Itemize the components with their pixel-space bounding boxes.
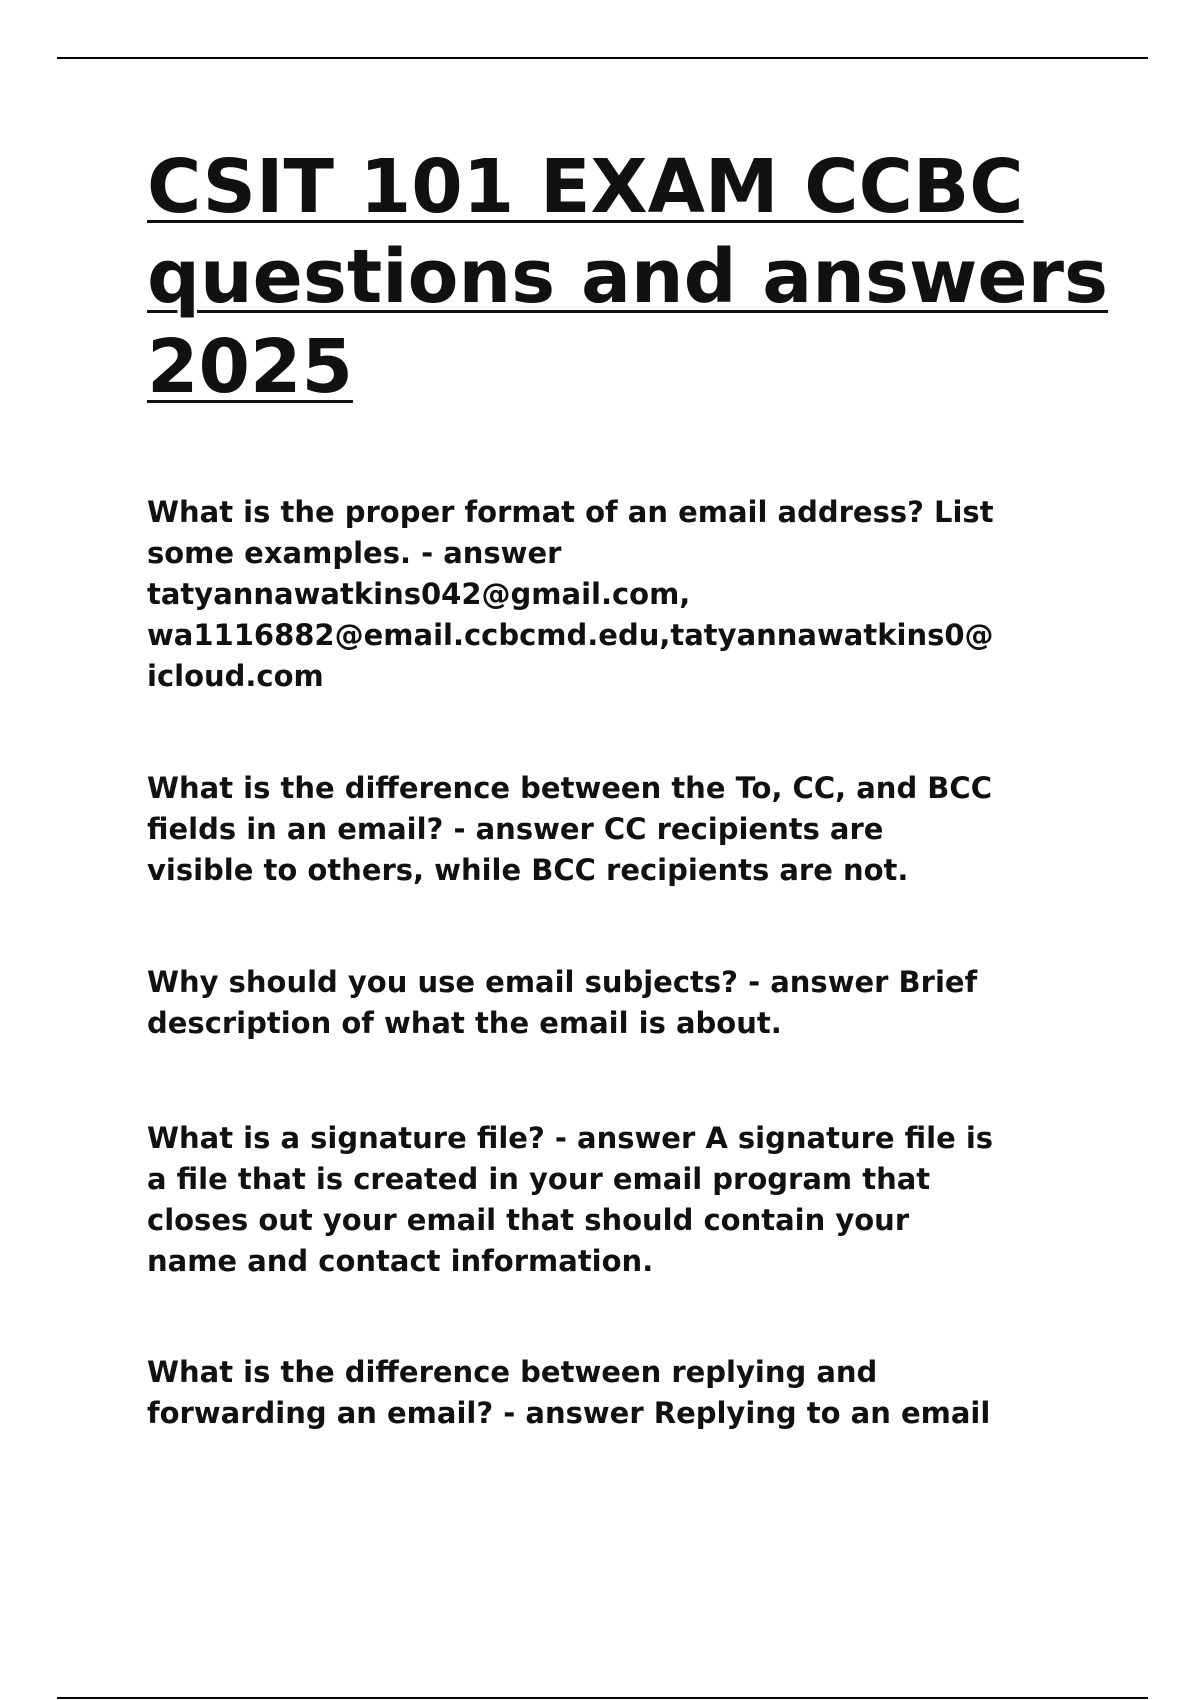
qa-item [147,1352,990,1434]
text-line: icloud.com [147,659,324,693]
text-line: Why should you use email subjects? - answer Brief [147,965,978,999]
text-line: forwarding an email? - answer Replying to an email [147,1396,991,1430]
qa-item [147,768,992,891]
text-line: name and contact information. [147,1244,654,1278]
text-line: What is the difference between the To, CC, and BCC [147,771,992,805]
top-rule [57,57,1148,59]
text-line: What is the proper format of an email address? List [147,495,994,529]
text-line: some examples. - answer [147,536,562,570]
text-line: a file that is created in your email program that [147,1162,931,1196]
document-title [147,142,1108,412]
qa-item [147,492,994,697]
text-line: What is the difference between replying and [147,1355,878,1389]
title-line: CSIT 101 EXAM CCBC [147,144,1024,230]
text-line: description of what the email is about. [147,1006,782,1040]
qa-item [147,962,977,1044]
title-line: 2025 [147,324,353,410]
text-line: fields in an email? - answer CC recipients are [147,812,884,846]
qa-item [147,1118,993,1282]
text-line: closes out your email that should contain your [147,1203,910,1237]
bottom-rule [57,1697,1148,1699]
text-line: What is a signature file? - answer A signature file is [147,1121,994,1155]
text-line: visible to others, while BCC recipients are not. [147,853,909,887]
text-line: tatyannawatkins042@gmail.com, [147,577,691,611]
text-line: wa1116882@email.ccbcmd.edu,tatyannawatkins0@ [147,618,994,652]
title-line: questions and answers [147,234,1109,320]
